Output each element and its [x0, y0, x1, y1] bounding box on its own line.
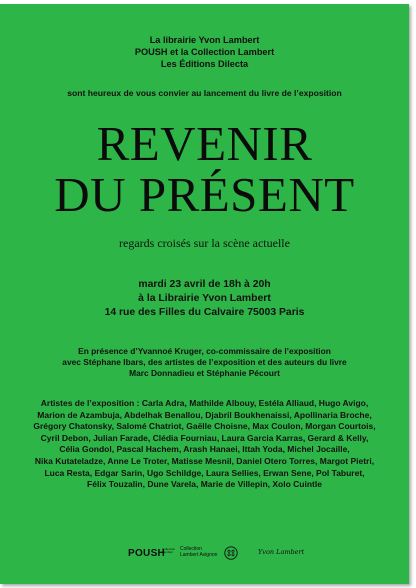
- organizer-line: La librairie Yvon Lambert: [149, 35, 260, 45]
- event-venue: à la Librairie Yvon Lambert: [138, 293, 271, 304]
- event-address: 14 rue des Filles du Calvaire 75003 Paris: [104, 307, 305, 318]
- artists-line: Cyril Debon, Julian Farade, Clédia Fourniau, Laura Garcia Karras, Gerard & Kelly,: [40, 432, 369, 443]
- artists-line: Félix Touzalin, Dune Varela, Marie de Villepin, Xolo Cuintle: [87, 479, 322, 490]
- presence-block: [0, 346, 409, 379]
- artists-line: Artistes de l’exposition : Carla Adra, Mathilde Albouy, Estéla Alliaud, Hugo Avigo,: [40, 398, 369, 408]
- artists-line: Grégory Chatonsky, Salomé Chatriot, Gaëlle Choisne, Max Coulon, Morgan Courtois,: [33, 421, 376, 432]
- lambert-logo-line: Lambert Avignon: [180, 551, 218, 558]
- organizer-line: POUSH et la Collection Lambert: [134, 47, 275, 57]
- presence-line: Marc Donnadieu et Stéphanie Pécourt: [129, 368, 280, 378]
- sponsor-logos: [0, 544, 409, 566]
- invitation-text: sont heureux de vous convier au lancement du livre de l’exposition: [67, 88, 342, 98]
- dilecta-logo-icon: [224, 546, 238, 560]
- lambert-logo-line: Collection: [180, 546, 202, 552]
- collection-logo-line: Lambert: [162, 550, 174, 555]
- yvon-lambert-signature: Yvon Lambert: [258, 548, 305, 556]
- artists-line: Marion de Azambuja, Abdelhak Benallou, Djabril Boukhenaissi, Apollinaria Broche,: [37, 409, 372, 420]
- invitation-poster: [0, 4, 409, 584]
- presence-line: En présence d’Yvannoé Kruger, co-commissaire de l’exposition: [78, 346, 331, 356]
- organizer-line: Les Éditions Dilecta: [160, 59, 249, 69]
- title-line: REVENIR: [96, 116, 313, 171]
- poster-subtitle: regards croisés sur la scène actuelle: [119, 236, 290, 250]
- collection-logo: [162, 548, 176, 554]
- presence-line: avec Stéphane Ibars, des artistes de l’exposition et des auteurs du livre: [62, 357, 347, 367]
- event-date: mardi 23 avril de 18h à 20h: [138, 279, 271, 290]
- title-line: DU PRÉSENT: [54, 167, 355, 222]
- collection-lambert-logo: [180, 547, 217, 558]
- artists-line: Célia Gondol, Pascal Hachem, Arash Hanaei, Ittah Yoda, Michel Jocaille,: [59, 444, 350, 455]
- organizers-block: [0, 34, 409, 70]
- artists-list: [10, 398, 399, 491]
- poush-logo: POUSH: [128, 548, 166, 559]
- artists-line: Luca Resta, Edgar Sarin, Ugo Schildge, Laura Sellies, Erwan Sene, Pol Taburet,: [44, 467, 365, 478]
- event-details: [0, 278, 409, 320]
- collection-logo-line: Collection: [162, 547, 176, 551]
- artists-line: Nika Kutateladze, Anne Le Troter, Matisse Mesnil, Daniel Otero Torres, Margot Pietri,: [34, 455, 375, 466]
- poster-title: [0, 118, 409, 220]
